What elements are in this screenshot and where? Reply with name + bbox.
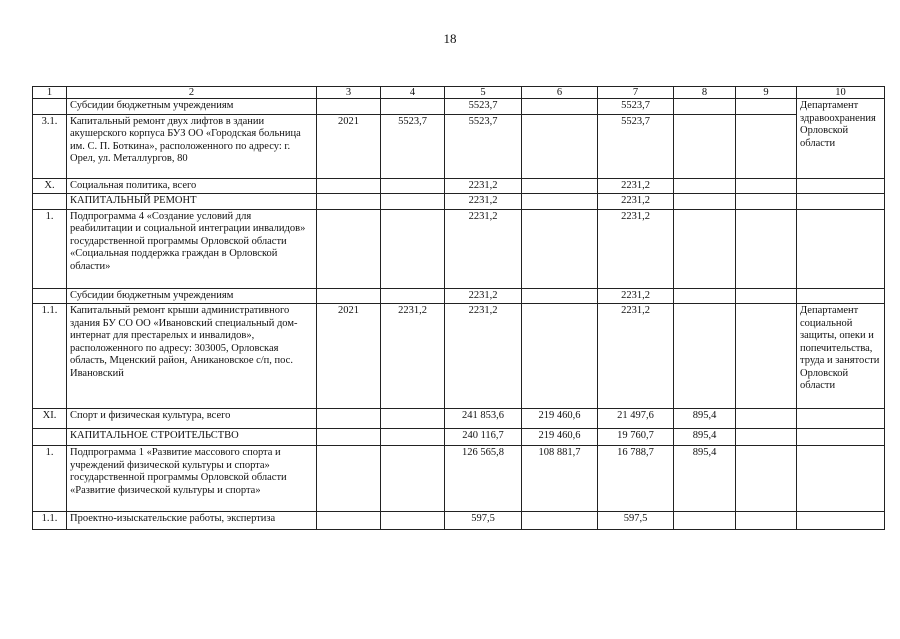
- table-header-row: [33, 87, 885, 99]
- row-col4: [381, 99, 445, 115]
- row-department: [797, 288, 885, 304]
- row-col7: 19 760,7: [598, 429, 674, 446]
- row-col8: [674, 194, 736, 210]
- row-col8: [674, 178, 736, 194]
- row-number: 3.1.: [33, 114, 67, 178]
- row-col7: 2231,2: [598, 178, 674, 194]
- row-year: 2021: [317, 114, 381, 178]
- row-year: [317, 429, 381, 446]
- row-col5: 597,5: [445, 512, 522, 530]
- row-col5: 240 116,7: [445, 429, 522, 446]
- row-col9: [736, 304, 797, 409]
- table-row: [33, 114, 885, 178]
- row-col6: [522, 288, 598, 304]
- row-col8: [674, 209, 736, 288]
- row-col8: 895,4: [674, 446, 736, 512]
- row-col5: 2231,2: [445, 209, 522, 288]
- table-row: [33, 304, 885, 409]
- row-description: Капитальный ремонт крыши административного здания БУ СО ОО «Ивановский специальный дом-интернат для престарелых и инвалидов», расположенного по адресу: 303005, Орловская область, Мценский район, Аникановское с/п, пос. Ивановский: [67, 304, 317, 409]
- row-number: [33, 429, 67, 446]
- row-year: [317, 99, 381, 115]
- row-number: X.: [33, 178, 67, 194]
- row-description: Спорт и физическая культура, всего: [67, 409, 317, 429]
- row-col8: [674, 288, 736, 304]
- row-col9: [736, 512, 797, 530]
- row-col4: [381, 178, 445, 194]
- column-header: 2: [67, 87, 317, 99]
- row-col6: 219 460,6: [522, 409, 598, 429]
- row-col8: 895,4: [674, 429, 736, 446]
- row-department: [797, 194, 885, 210]
- row-description: Капитальный ремонт двух лифтов в здании акушерского корпуса БУЗ ОО «Городская больница им. С. П. Боткина», расположенного по адресу: г. Орел, ул. Металлургов, 80: [67, 114, 317, 178]
- row-col7: 5523,7: [598, 114, 674, 178]
- row-description: Проектно-изыскательские работы, экспертиза: [67, 512, 317, 530]
- row-number: 1.1.: [33, 304, 67, 409]
- table-row: [33, 99, 885, 115]
- row-col9: [736, 194, 797, 210]
- table-row: [33, 178, 885, 194]
- column-header: 9: [736, 87, 797, 99]
- table-row: [33, 194, 885, 210]
- row-number: XI.: [33, 409, 67, 429]
- row-col6: [522, 194, 598, 210]
- row-department: [797, 512, 885, 530]
- row-col8: [674, 304, 736, 409]
- row-number: [33, 99, 67, 115]
- row-description: Социальная политика, всего: [67, 178, 317, 194]
- row-col7: 597,5: [598, 512, 674, 530]
- row-col9: [736, 178, 797, 194]
- row-col7: 2231,2: [598, 304, 674, 409]
- row-number: 1.: [33, 209, 67, 288]
- column-header: 7: [598, 87, 674, 99]
- row-col8: 895,4: [674, 409, 736, 429]
- row-col4: [381, 209, 445, 288]
- table-row: [33, 446, 885, 512]
- page-number: 18: [443, 31, 457, 46]
- row-col5: 2231,2: [445, 304, 522, 409]
- row-col8: [674, 512, 736, 530]
- row-col7: 5523,7: [598, 99, 674, 115]
- row-year: [317, 446, 381, 512]
- budget-table: [32, 86, 885, 530]
- row-col7: 2231,2: [598, 194, 674, 210]
- row-year: [317, 409, 381, 429]
- column-header: 8: [674, 87, 736, 99]
- row-col5: 2231,2: [445, 194, 522, 210]
- row-col9: [736, 288, 797, 304]
- row-col4: [381, 409, 445, 429]
- row-col7: 16 788,7: [598, 446, 674, 512]
- row-description: Субсидии бюджетным учреждениям: [67, 288, 317, 304]
- row-col5: 241 853,6: [445, 409, 522, 429]
- row-department: [797, 409, 885, 429]
- row-col9: [736, 114, 797, 178]
- row-col9: [736, 209, 797, 288]
- row-number: [33, 288, 67, 304]
- row-year: [317, 209, 381, 288]
- row-col7: 2231,2: [598, 288, 674, 304]
- row-col6: [522, 304, 598, 409]
- row-col7: 2231,2: [598, 209, 674, 288]
- row-col4: [381, 446, 445, 512]
- table-row: [33, 209, 885, 288]
- row-description: Субсидии бюджетным учреждениям: [67, 99, 317, 115]
- row-col4: 2231,2: [381, 304, 445, 409]
- row-number: 1.1.: [33, 512, 67, 530]
- column-header: 1: [33, 87, 67, 99]
- row-description: Подпрограмма 4 «Создание условий для реабилитации и социальной интеграции инвалидов» государственной программы Орловской области «Социальная поддержка граждан в Орловской области»: [67, 209, 317, 288]
- column-header: 4: [381, 87, 445, 99]
- row-col9: [736, 99, 797, 115]
- column-header: 5: [445, 87, 522, 99]
- row-col6: [522, 209, 598, 288]
- row-col8: [674, 99, 736, 115]
- column-header: 10: [797, 87, 885, 99]
- table-row: [33, 429, 885, 446]
- row-description: КАПИТАЛЬНОЕ СТРОИТЕЛЬСТВО: [67, 429, 317, 446]
- column-header: 3: [317, 87, 381, 99]
- row-year: [317, 512, 381, 530]
- row-col6: 219 460,6: [522, 429, 598, 446]
- row-col5: 5523,7: [445, 99, 522, 115]
- row-col4: [381, 429, 445, 446]
- row-col4: [381, 288, 445, 304]
- row-year: [317, 288, 381, 304]
- row-col6: 108 881,7: [522, 446, 598, 512]
- row-col7: 21 497,6: [598, 409, 674, 429]
- row-col6: [522, 512, 598, 530]
- row-col6: [522, 178, 598, 194]
- row-col6: [522, 114, 598, 178]
- row-col9: [736, 429, 797, 446]
- row-col5: 5523,7: [445, 114, 522, 178]
- row-department: [797, 429, 885, 446]
- row-year: [317, 194, 381, 210]
- row-col9: [736, 446, 797, 512]
- row-year: [317, 178, 381, 194]
- row-year: 2021: [317, 304, 381, 409]
- row-department: Департамент здравоохранения Орловской области: [797, 99, 885, 179]
- row-col6: [522, 99, 598, 115]
- row-col4: 5523,7: [381, 114, 445, 178]
- row-description: КАПИТАЛЬНЫЙ РЕМОНТ: [67, 194, 317, 210]
- column-header: 6: [522, 87, 598, 99]
- row-department: [797, 178, 885, 194]
- row-col8: [674, 114, 736, 178]
- row-col5: 2231,2: [445, 288, 522, 304]
- row-col9: [736, 409, 797, 429]
- row-col4: [381, 194, 445, 210]
- table-row: [33, 288, 885, 304]
- row-department: [797, 446, 885, 512]
- row-col5: 2231,2: [445, 178, 522, 194]
- row-department: [797, 209, 885, 288]
- row-number: [33, 194, 67, 210]
- table-row: [33, 409, 885, 429]
- row-description: Подпрограмма 1 «Развитие массового спорта и учреждений физической культуры и спорта» государственной программы Орловской области «Развитие физической культуры и спорта»: [67, 446, 317, 512]
- row-col4: [381, 512, 445, 530]
- table-row: [33, 512, 885, 530]
- row-number: 1.: [33, 446, 67, 512]
- row-col5: 126 565,8: [445, 446, 522, 512]
- row-department: Департамент социальной защиты, опеки и попечительства, труда и занятости Орловской области: [797, 304, 885, 409]
